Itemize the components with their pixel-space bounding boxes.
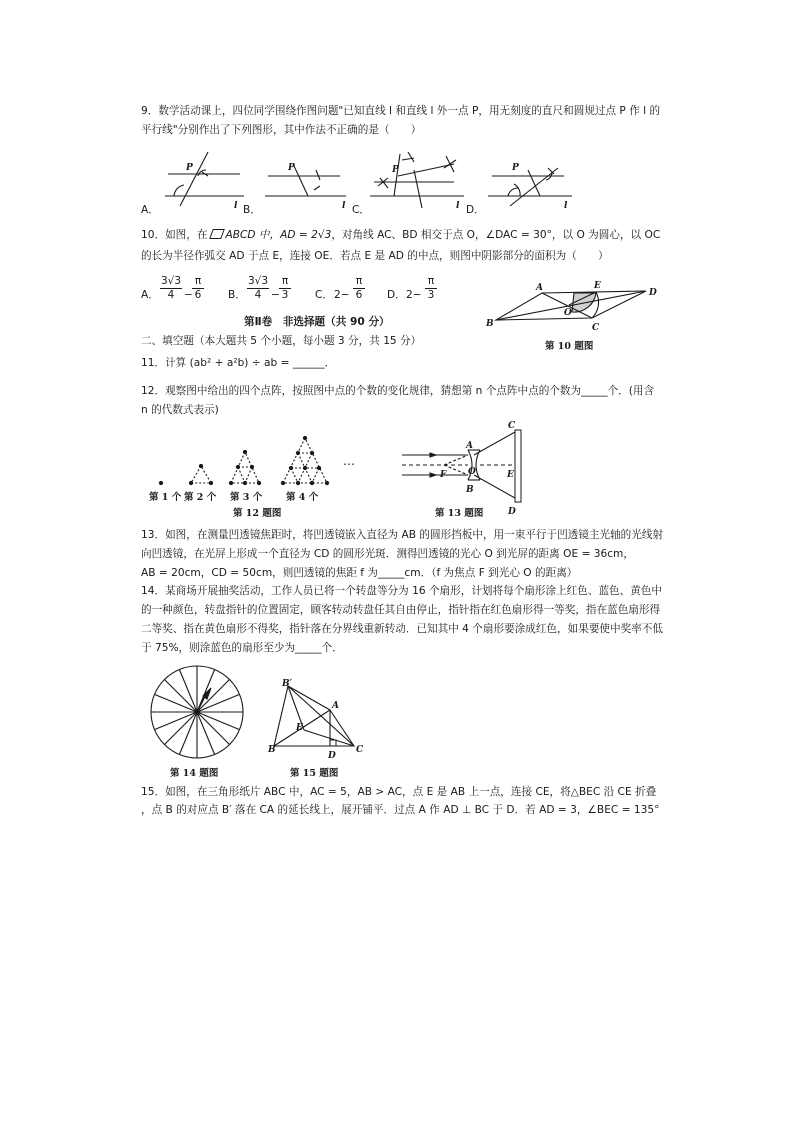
q12-label-4: 第 4 个 [286,492,319,503]
q10-line1-c: ，对角线 AC、BD 相交于点 O，∠DAC = 30°，以 O 为圆心，以 OC [331,229,661,241]
q13-text-line1: 13．如图，在测量凹透镜焦距时，将凹透镜嵌入直径为 AB 的圆形挡板中，用一束平行于凹透镜主光轴的光线射 [141,529,664,541]
frac-den: 3 [427,288,435,301]
q13-caption: 第 13 题图 [435,508,484,519]
q12-label-3: 第 3 个 [230,492,263,503]
frac-den: 4 [167,288,175,301]
q15-label-c: C [356,745,364,755]
q15-label-e: E [296,723,303,733]
q12-label-1: 第 1 个 [149,492,182,503]
q14-text-line1: 14．某商场开展抽奖活动，工作人员已将一个转盘等分为 16 个扇形，计划将每个扇形涂上红色、蓝色、黄色中 [141,585,663,597]
q15-label-b: B [268,745,276,755]
q14-figure-spinner [145,666,255,766]
q10-label-d: D [649,288,657,298]
q10-option-a-sep: − [184,289,193,301]
q15-label-d: D [328,751,336,761]
q12-text-line1: 12．观察图中给出的四个点阵，按照图中点的个数的变化规律，猜想第 n 个点阵中点的个数为_____个．(用含 [141,385,655,397]
frac-num: 3√3 [160,275,182,287]
q10-label-e: E [594,281,601,291]
q10-line1-a: 10．如图，在 [141,229,208,241]
q14-text-line4: 于 75%，则涂蓝色的扇形至少为_____个． [141,642,343,654]
q9-text-line2: 平行线"分别作出了下列图形，其中作法不正确的是（ ） [141,124,422,136]
q13-label-a: A [466,441,473,451]
q12-text-line2: n 的代数式表示) [141,404,219,416]
q9-figure-c [368,150,468,210]
q15-text-line2: ，点 B 的对应点 B′ 落在 CA 的延长线上，展开铺平．过点 A 作 AD ⊥ BC 于 D．若 AD = 3，∠BEC = 135° [141,804,660,816]
frac-num: π [194,275,202,287]
q15-text-line1: 15．如图，在三角形纸片 ABC 中，AC = 5，AB > AC，点 E 是 AB 上一点，连接 CE，将△BEC 沿 CE 折叠 [141,786,657,798]
q10-text-line2: 的长为半径作弧交 AD 于点 E，连接 OE．若点 E 是 AD 的中点，则图中阴影部分的面积为（ ） [141,250,609,262]
frac-num: π [281,275,289,287]
q10-option-a-frac2 [192,276,204,300]
q10-option-d-whole: 2− [406,289,422,301]
q13-label-c: C [508,421,516,431]
q13-label-d: D [508,507,516,517]
q14-text-line2: 的一种颜色，转盘指针的位置固定，顾客转动转盘任其自由停止，指针指在红色扇形得一等奖，指在蓝色扇形得 [141,604,661,616]
q10-option-c-letter: C． [315,289,333,301]
q10-option-b-sep: − [271,289,280,301]
q9a-label-l: l [234,201,238,211]
q10-option-d-letter: D． [387,289,406,301]
q13-text-line3: AB = 20cm，CD = 50cm，则凹透镜的焦距 f 为_____cm．（f 为焦点 F 到光心 O 的距离） [141,567,578,579]
q14-caption: 第 14 题图 [170,768,219,779]
q15-label-a: A [332,701,339,711]
q10-label-a: A [536,283,543,293]
section-fill-in-blank: 二、填空题（本大题共 5 个小题，每小题 3 分，共 15 分） [141,335,422,347]
q10-text-line1 [141,229,660,241]
q9c-label-p: P [392,165,399,175]
q9-figure-d [488,150,578,210]
q9b-label-p: P [288,163,295,173]
parallelogram-symbol-icon [210,229,226,239]
q12-ellipsis: … [343,454,355,468]
frac-den: 6 [194,288,202,301]
q13-label-f: F [440,470,447,480]
frac-den: 3 [281,288,289,301]
q15-caption: 第 15 题图 [290,768,339,779]
q10-ad-expr: AD = 2√3 [280,229,332,241]
q11-text: 11．计算 (ab² + a²b) ÷ ab = ______． [141,357,336,369]
q12-caption: 第 12 题图 [233,508,282,519]
q10-option-a-frac1 [160,276,182,300]
part2-heading: 第Ⅱ卷 非选择题（共 90 分） [244,316,390,328]
q13-text-line2: 向凹透镜，在光屏上形成一个直径为 CD 的圆形光斑．测得凹透镜的光心 O 到光屏的距离 OE = 36cm， [141,548,634,560]
q10-option-a-letter: A． [141,289,159,301]
q13-label-o: O [468,467,476,477]
q10-line1-b: ABCD 中， [225,229,281,241]
q13-label-e: E [507,470,514,480]
q10-option-b-frac1 [247,276,269,300]
q10-label-b: B [486,319,494,329]
q13-label-b: B [466,485,474,495]
q9c-label-l: l [456,201,460,211]
q9b-label-l: l [342,201,346,211]
frac-den: 6 [355,288,363,301]
frac-num: π [355,275,363,287]
q10-caption: 第 10 题图 [545,341,594,352]
q10-label-c: C [592,323,600,333]
q9-option-a: A． [141,204,159,216]
q9a-label-p: P [186,163,193,173]
frac-den: 4 [254,288,262,301]
q14-text-line3: 二等奖、指在黄色扇形不得奖，指针落在分界线重新转动．已知其中 4 个扇形要涂成红色，如果要使中奖率不低 [141,623,663,635]
q9-figure-a [160,150,250,210]
q10-option-b-frac2 [279,276,291,300]
frac-num: π [427,275,435,287]
q9-option-d: D． [466,204,485,216]
q10-option-b-letter: B． [228,289,246,301]
q9d-label-p: P [512,163,519,173]
q15-figure-triangle [268,678,388,768]
frac-num: 3√3 [247,275,269,287]
q12-label-2: 第 2 个 [184,492,217,503]
q9-option-b: B． [243,204,261,216]
q10-option-c-whole: 2− [334,289,350,301]
q9-text-line1: 9．数学活动课上，四位同学围绕作图问题"已知直线 l 和直线 l 外一点 P，用无刻度的直尺和圆规过点 P 作 l 的 [141,105,661,117]
q9-figure-b [262,150,352,210]
q10-figure-parallelogram [484,280,664,340]
q9d-label-l: l [564,201,568,211]
q9-option-c: C． [352,204,370,216]
q10-label-o: O [564,308,572,318]
q10-option-c-frac [353,276,365,300]
q10-option-d-frac [425,276,437,300]
q15-label-bprime: B′ [282,679,292,689]
q12-figure-dot-arrays [145,430,365,490]
